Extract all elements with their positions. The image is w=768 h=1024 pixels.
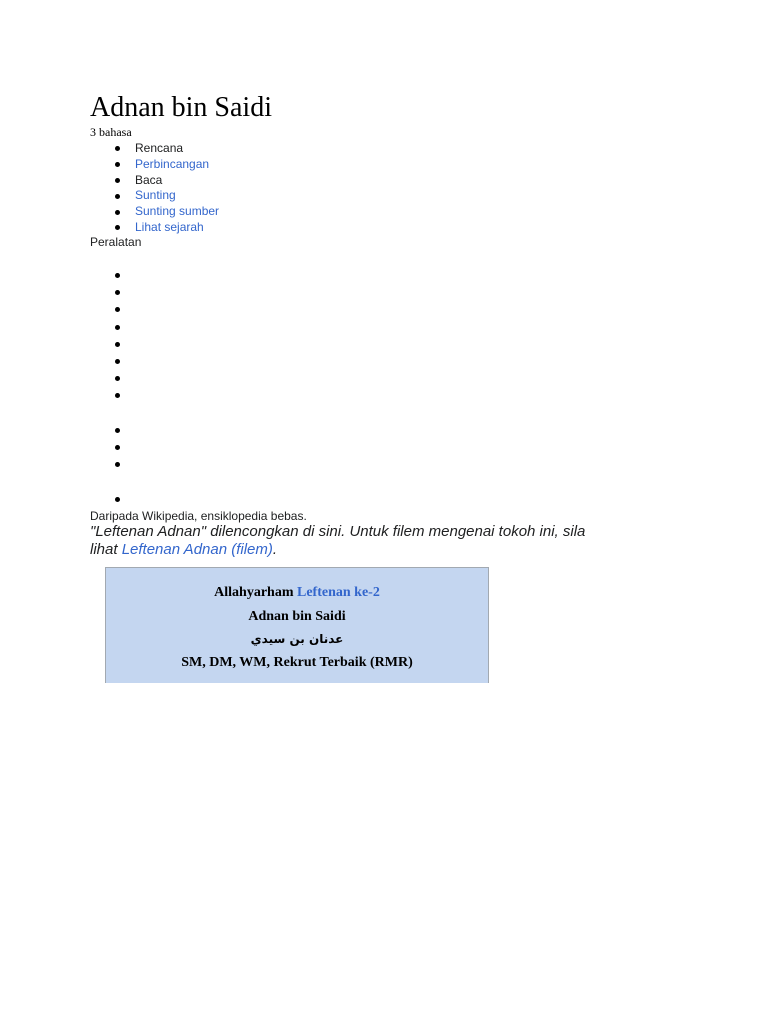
view-link[interactable]: Perbincangan bbox=[135, 156, 210, 171]
bullet-icon bbox=[115, 497, 120, 502]
tool-item[interactable] bbox=[90, 319, 135, 336]
bullet-icon bbox=[115, 225, 120, 230]
tool-item[interactable] bbox=[90, 284, 135, 301]
bullet-icon bbox=[115, 162, 120, 167]
view-item-talk[interactable] bbox=[90, 157, 219, 173]
bullet-icon bbox=[115, 445, 120, 450]
bullet-icon bbox=[115, 393, 120, 398]
bullet-icon bbox=[115, 290, 120, 295]
infobox-rank-link[interactable]: Leftenan ke-2 bbox=[297, 585, 380, 600]
view-label: Rencana bbox=[135, 141, 184, 155]
tools-list bbox=[90, 267, 135, 405]
hatnote-link[interactable]: Leftenan Adnan (filem) bbox=[121, 541, 273, 558]
hatnote-text: "Leftenan Adnan" dilencongkan di sini. Untuk filem mengenai tokoh ini, sila lihat bbox=[90, 523, 586, 558]
bullet-icon bbox=[115, 307, 120, 312]
tool-item[interactable] bbox=[90, 301, 135, 318]
tool-item[interactable] bbox=[90, 353, 135, 370]
hatnote bbox=[90, 523, 610, 559]
bullet-icon bbox=[115, 325, 120, 330]
bullet-icon bbox=[115, 210, 120, 215]
tool-item[interactable] bbox=[90, 387, 135, 404]
tools-list bbox=[90, 491, 135, 508]
infobox-name: Adnan bin Saidi bbox=[248, 609, 346, 624]
view-item-edit[interactable] bbox=[90, 188, 219, 204]
tool-item[interactable] bbox=[90, 422, 135, 439]
view-link[interactable]: Sunting sumber bbox=[135, 204, 220, 219]
bullet-icon bbox=[115, 428, 120, 433]
bullet-icon bbox=[115, 342, 120, 347]
infobox-post-nominals: SM, DM, WM, Rekrut Terbaik (RMR) bbox=[181, 655, 413, 670]
tool-item[interactable] bbox=[90, 439, 135, 456]
site-tagline: Daripada Wikipedia, ensiklopedia bebas. bbox=[90, 509, 307, 523]
view-label: Baca bbox=[135, 172, 163, 187]
tool-item[interactable] bbox=[90, 456, 135, 473]
infobox-header bbox=[105, 567, 489, 683]
bullet-icon bbox=[115, 359, 120, 364]
tool-item[interactable] bbox=[90, 370, 135, 387]
hatnote-end: . bbox=[272, 541, 278, 558]
view-item-read[interactable] bbox=[90, 173, 219, 189]
view-item-history[interactable] bbox=[90, 220, 219, 236]
bullet-icon bbox=[115, 273, 120, 278]
bullet-icon bbox=[115, 146, 120, 151]
bullet-icon bbox=[115, 462, 120, 467]
view-item-edit-source[interactable] bbox=[90, 204, 219, 220]
tools-list bbox=[90, 422, 135, 474]
tools-menu-label[interactable]: Peralatan bbox=[90, 235, 142, 249]
infobox-rank-line bbox=[106, 584, 488, 602]
bullet-icon bbox=[115, 194, 120, 199]
view-item-article[interactable] bbox=[90, 141, 219, 157]
page-views-menu bbox=[90, 141, 219, 236]
view-link[interactable]: Lihat sejarah bbox=[135, 219, 204, 234]
infobox-name-jawi: عدنان بن سيدي bbox=[250, 632, 344, 646]
page-title: Adnan bin Saidi bbox=[90, 92, 272, 123]
tool-item[interactable] bbox=[90, 267, 135, 284]
view-link[interactable]: Sunting bbox=[135, 188, 176, 203]
bullet-icon bbox=[115, 178, 120, 183]
tool-item[interactable] bbox=[90, 491, 135, 508]
bullet-icon bbox=[115, 376, 120, 381]
tool-item[interactable] bbox=[90, 336, 135, 353]
infobox-honorific: Allahyarham bbox=[214, 585, 294, 600]
language-selector[interactable]: 3 bahasa bbox=[90, 125, 132, 139]
